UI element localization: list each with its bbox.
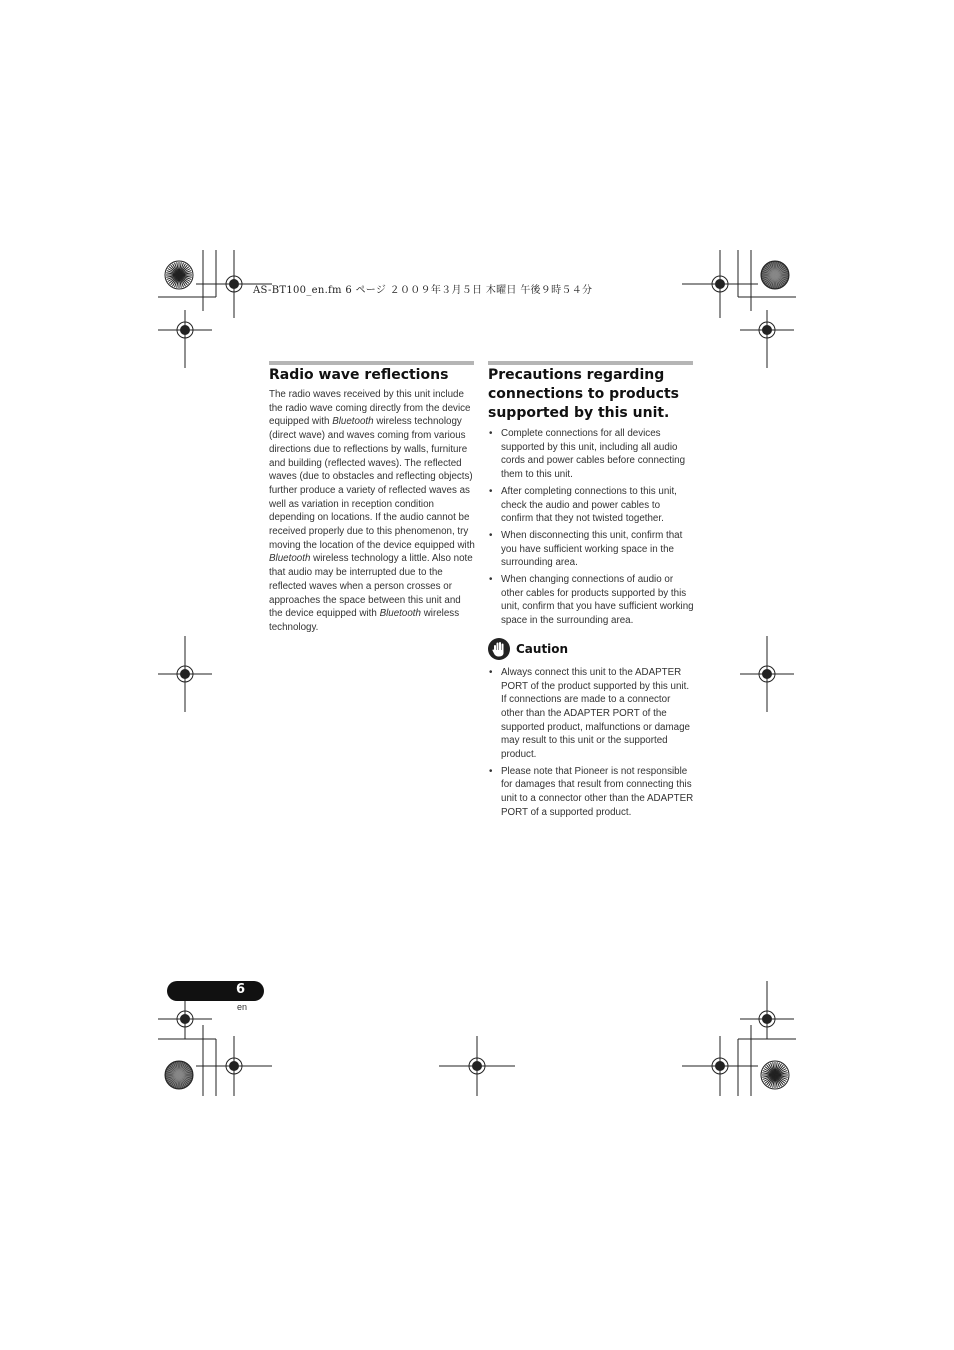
page-language: en <box>237 1002 248 1012</box>
list-item: • When changing connections of audio or other cables for products supported by this unit, confirm that you have sufficient working space in the surrounding area. <box>488 573 694 628</box>
paragraph-emphasis: Bluetooth <box>269 553 311 565</box>
section-rule <box>488 361 693 365</box>
page-number-tab <box>167 981 264 1001</box>
crosshair-icon <box>439 1036 515 1096</box>
crosshair-icon <box>740 981 794 1039</box>
crosshair-icon <box>740 310 794 368</box>
precautions-list <box>488 427 694 628</box>
paragraph-text: wireless technology. <box>269 608 460 633</box>
paragraph-emphasis: Bluetooth <box>332 416 374 428</box>
paragraph-text: wireless technology a little. Also note that audio may be interrupted due to the reflected waves when a person crosses or approaches the space between this unit and the device equipped with <box>269 553 473 620</box>
crosshair-icon <box>158 310 212 368</box>
list-item: • Please note that Pioneer is not responsible for damages that result from connecting this unit to a connector other than the ADAPTER PORT of a supported product. <box>488 765 694 820</box>
section-paragraph <box>269 388 475 635</box>
paragraph-text: The radio waves received by this unit include the radio wave coming directly from the device equipped with <box>269 389 471 428</box>
left-column <box>269 366 475 635</box>
section-title: Precautions regarding connections to products supported by this unit. <box>488 367 679 421</box>
paragraph-emphasis: Bluetooth <box>379 608 421 620</box>
list-item: • When disconnecting this unit, confirm that you have sufficient working space in the surrounding area. <box>488 529 694 570</box>
caution-heading <box>488 638 694 660</box>
starburst-icon <box>165 261 193 289</box>
section-title: Radio wave reflections <box>269 367 449 383</box>
caution-title: Caution <box>516 641 569 656</box>
starburst-icon <box>761 1061 789 1089</box>
crosshair-icon <box>740 636 794 712</box>
crosshair-icon <box>196 1036 272 1096</box>
starburst-icon <box>165 1061 193 1089</box>
paragraph-text: wireless technology (direct wave) and waves coming from various directions due to reflections by walls, furniture and building (reflected waves). The reflected waves (due to obstacles and reflecting objects) further produce a variety of reflected waves as well as variation in reception condition depending on locations. If the audio cannot be received properly due to this phenomenon, try moving the location of the device equipped with <box>269 416 475 551</box>
list-item: • Complete connections for all devices supported by this unit, including all audio cords and power cables before connecting them to this unit. <box>488 427 694 482</box>
starburst-icon <box>761 261 789 289</box>
page-number: 6 <box>236 982 246 997</box>
file-header-line: AS-BT100_en.fm 6 ページ ２００９年３月５日 木曜日 午後９時５４分 <box>253 285 593 296</box>
crosshair-icon <box>682 1036 758 1096</box>
section-rule <box>269 361 474 365</box>
crosshair-icon <box>682 250 758 318</box>
list-item: • Always connect this unit to the ADAPTER PORT of the product supported by this unit. If connections are made to a connector other than the ADAPTER PORT of the supported product, malfunctions or damage may result to this unit or the supported product. <box>488 666 694 762</box>
crosshair-icon <box>158 636 212 712</box>
right-column <box>488 366 694 823</box>
caution-list <box>488 666 694 820</box>
list-item: • After completing connections to this unit, check the audio and power cables to confirm that they not twisted together. <box>488 485 694 526</box>
stop-hand-icon <box>488 638 510 660</box>
